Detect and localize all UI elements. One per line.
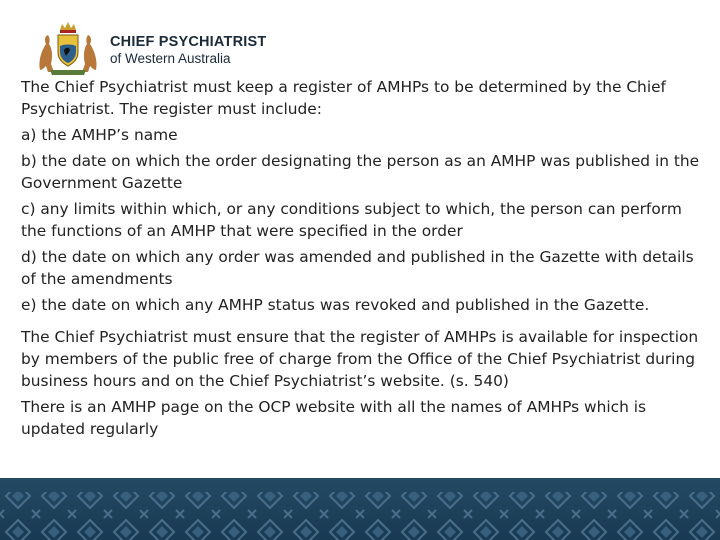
footer-pattern (0, 478, 720, 540)
list-item-c: c) any limits within which, or any conditions subject to which, the person can perform the functions of an AMHP that were specified in the order (21, 200, 682, 240)
list-item-d: d) the date on which any order was amended and published in the Gazette with details of the amendments (21, 248, 694, 288)
header (34, 20, 294, 80)
list-item-a: a) the AMHP’s name (21, 126, 178, 144)
list-item-b: b) the date on which the order designating the person as an AMHP was published in the Government Gazette (21, 152, 700, 192)
footer-band (0, 478, 720, 540)
slide-body (21, 76, 711, 444)
register-availability-paragraph: The Chief Psychiatrist must ensure that the register of AMHPs is available for inspection by members of the public free of charge from the Office of the Chief Psychiatrist during business hours and on the Chief Psychiatrist’s website. (s. 540) (21, 328, 699, 390)
wa-coat-of-arms-icon (34, 20, 102, 78)
org-subtitle: of Western Australia (110, 51, 231, 66)
website-paragraph: There is an AMHP page on the OCP website with all the names of AMHPs which is updated regularly (21, 398, 647, 438)
list-item-e: e) the date on which any AMHP status was revoked and published in the Gazette. (21, 296, 650, 314)
org-name: CHIEF PSYCHIATRIST (110, 34, 267, 50)
intro-paragraph: The Chief Psychiatrist must keep a register of AMHPs to be determined by the Chief Psychiatrist. The register must include: (21, 78, 666, 118)
